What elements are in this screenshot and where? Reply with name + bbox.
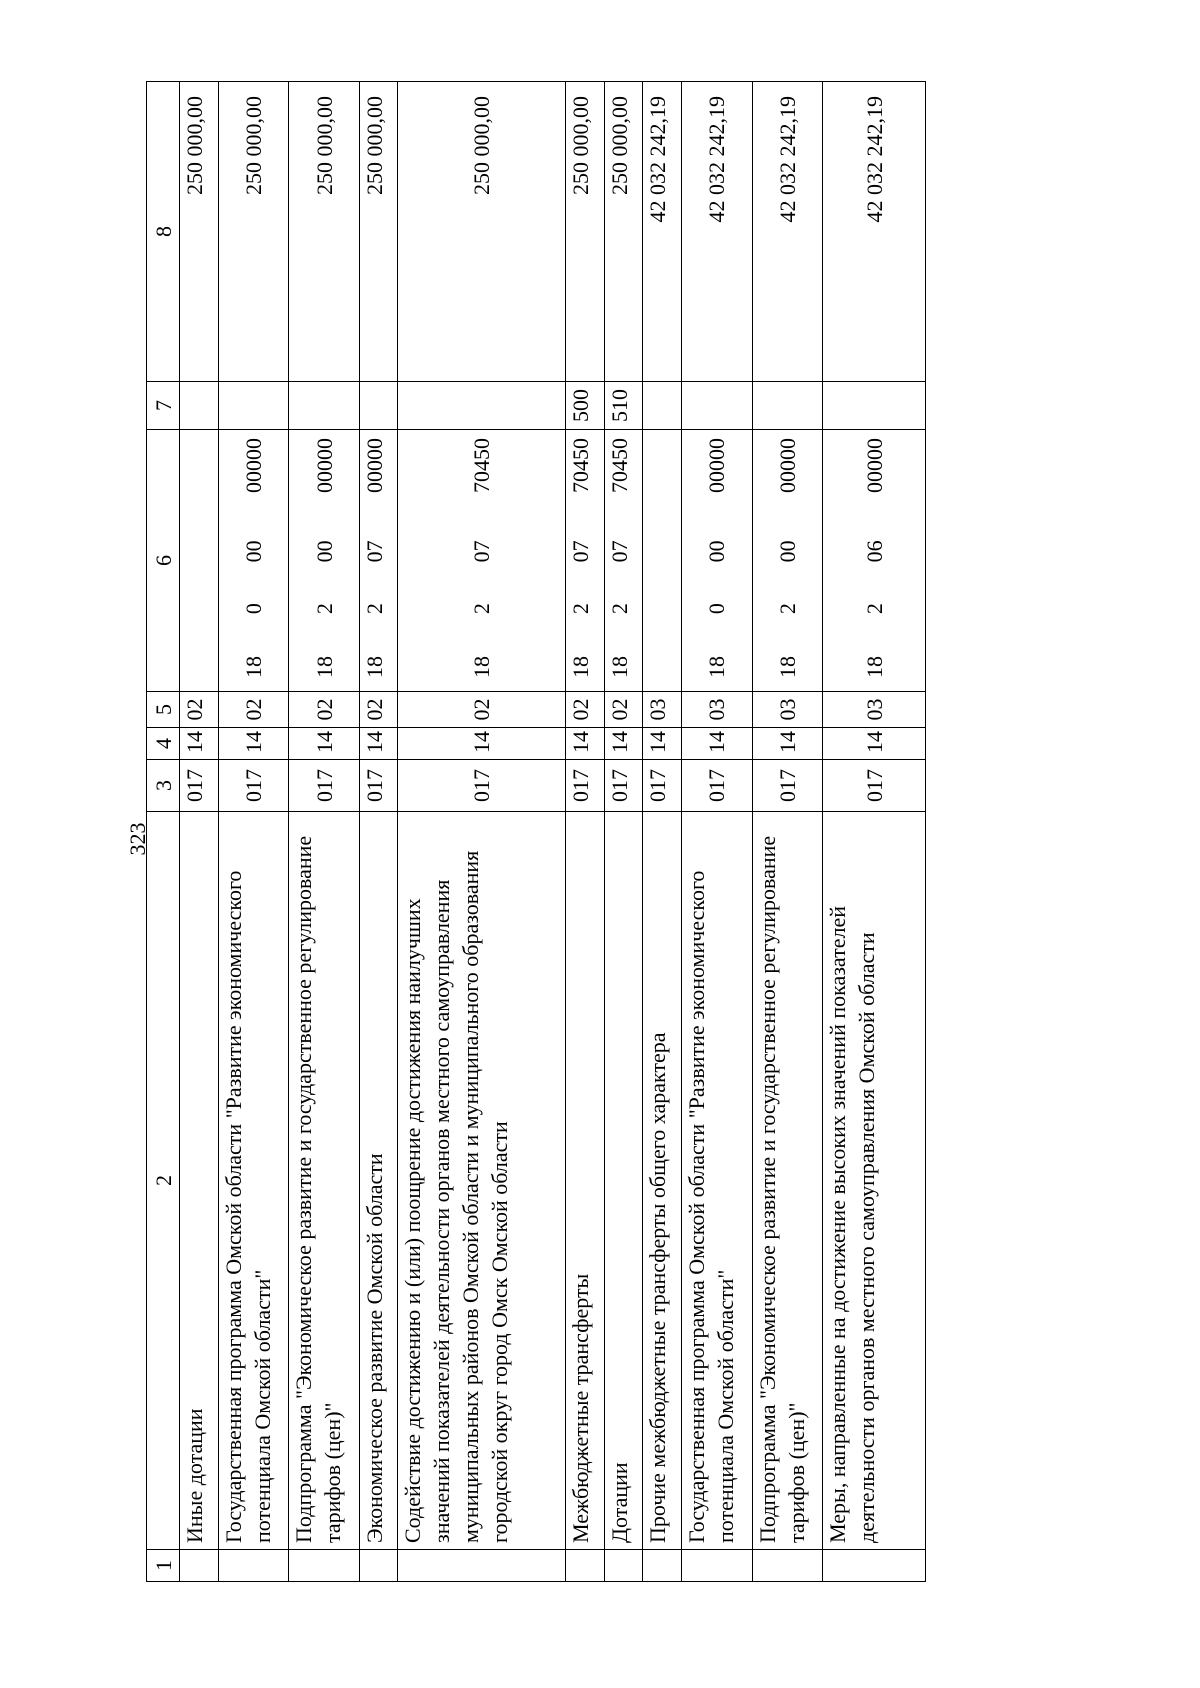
row-number-cell <box>398 1550 566 1582</box>
subsection-code-cell: 03 <box>752 692 823 728</box>
ministry-code-cell: 017 <box>398 760 566 812</box>
section-code-cell: 14 <box>604 728 643 760</box>
row-number-cell <box>643 1550 682 1582</box>
target-article-cell <box>752 430 823 692</box>
subsection-code-cell: 03 <box>643 692 682 728</box>
target-article-part: 18 <box>311 656 337 678</box>
expense-type-cell: 510 <box>604 382 643 430</box>
target-article-codes <box>773 436 802 685</box>
section-code-cell: 14 <box>681 728 752 760</box>
header-cell: 2 <box>147 812 180 1550</box>
section-code-cell: 14 <box>398 728 566 760</box>
expense-type-cell <box>359 382 398 430</box>
target-article-part: 70450 <box>469 438 495 494</box>
rotated-table-area <box>146 82 1200 1571</box>
target-article-part: 07 <box>361 540 387 563</box>
amount-cell: 250 000,00 <box>289 82 360 382</box>
target-article-part: 18 <box>568 656 594 678</box>
target-article-cell <box>604 430 643 692</box>
target-article-part: 00 <box>311 540 337 563</box>
target-article-part: 00000 <box>361 438 387 494</box>
section-code-cell: 14 <box>643 728 682 760</box>
target-article-part: 06 <box>861 540 887 563</box>
row-name-cell: Государственная программа Омской области "Развитие экономического потенциала Омской области" <box>218 812 289 1550</box>
expense-type-cell <box>752 382 823 430</box>
target-article-part: 70450 <box>568 438 594 494</box>
target-article-part: 07 <box>568 540 594 563</box>
target-article-codes <box>310 436 339 685</box>
expense-type-cell <box>643 382 682 430</box>
section-code-cell: 14 <box>566 728 605 760</box>
budget-table <box>146 81 926 1582</box>
target-article-codes <box>860 436 889 685</box>
target-article-part: 18 <box>861 656 887 678</box>
table-row <box>566 82 605 1582</box>
header-cell: 3 <box>147 760 180 812</box>
table-row <box>289 82 360 1582</box>
row-name-cell: Подпрограмма "Экономическое развитие и государственное регулирование тарифов (цен)" <box>752 812 823 1550</box>
row-number-cell <box>566 1550 605 1582</box>
table-row <box>752 82 823 1582</box>
ministry-code-cell: 017 <box>218 760 289 812</box>
target-article-part: 2 <box>774 603 800 615</box>
row-number-cell <box>823 1550 926 1582</box>
row-name-cell: Государственная программа Омской области "Развитие экономического потенциала Омской области" <box>681 812 752 1550</box>
target-article-cell <box>398 430 566 692</box>
ministry-code-cell: 017 <box>359 760 398 812</box>
table-row <box>681 82 752 1582</box>
target-article-part: 0 <box>704 603 730 615</box>
target-article-part: 2 <box>311 603 337 615</box>
amount-cell: 42 032 242,19 <box>823 82 926 382</box>
ministry-code-cell: 017 <box>604 760 643 812</box>
expense-type-cell <box>681 382 752 430</box>
table-row <box>359 82 398 1582</box>
amount-cell: 250 000,00 <box>218 82 289 382</box>
row-number-cell <box>180 1550 219 1582</box>
row-name-cell: Экономическое развитие Омской области <box>359 812 398 1550</box>
ministry-code-cell: 017 <box>566 760 605 812</box>
amount-cell: 250 000,00 <box>180 82 219 382</box>
subsection-code-cell: 02 <box>180 692 219 728</box>
target-article-part: 18 <box>240 656 266 678</box>
section-code-cell: 14 <box>823 728 926 760</box>
section-code-cell: 14 <box>359 728 398 760</box>
target-article-part: 07 <box>469 540 495 563</box>
amount-cell: 42 032 242,19 <box>643 82 682 382</box>
expense-type-cell <box>289 382 360 430</box>
amount-cell: 42 032 242,19 <box>681 82 752 382</box>
section-code-cell: 14 <box>180 728 219 760</box>
header-cell: 6 <box>147 430 180 692</box>
section-code-cell: 14 <box>752 728 823 760</box>
subsection-code-cell: 02 <box>218 692 289 728</box>
target-article-part: 18 <box>469 656 495 678</box>
target-article-part: 18 <box>774 656 800 678</box>
row-name-cell: Меры, направленные на достижение высоких значений показателей деятельности органов местного самоуправления Омской области <box>823 812 926 1550</box>
table-row <box>218 82 289 1582</box>
row-number-cell <box>604 1550 643 1582</box>
header-cell: 5 <box>147 692 180 728</box>
row-number-cell <box>289 1550 360 1582</box>
target-article-part: 18 <box>704 656 730 678</box>
target-article-codes <box>566 436 595 685</box>
row-number-cell <box>752 1550 823 1582</box>
target-article-part: 00000 <box>861 438 887 494</box>
target-article-part: 00 <box>774 540 800 563</box>
target-article-part: 2 <box>861 603 887 615</box>
ministry-code-cell: 017 <box>289 760 360 812</box>
row-number-cell <box>359 1550 398 1582</box>
subsection-code-cell: 02 <box>398 692 566 728</box>
target-article-cell <box>566 430 605 692</box>
row-name-cell: Содействие достижению и (или) поощрение достижения наилучших значений показателей деятельности органов местного самоуправления муниципальных районов Омской области и муниципального образования городской округ город Омск Омской области <box>398 812 566 1550</box>
target-article-part: 00 <box>240 540 266 563</box>
target-article-part: 2 <box>606 603 632 615</box>
subsection-code-cell: 02 <box>289 692 360 728</box>
section-code-cell: 14 <box>289 728 360 760</box>
expense-type-cell <box>180 382 219 430</box>
target-article-part: 18 <box>606 656 632 678</box>
target-article-part: 00000 <box>240 438 266 494</box>
header-cell: 4 <box>147 728 180 760</box>
target-article-cell <box>289 430 360 692</box>
amount-cell: 250 000,00 <box>359 82 398 382</box>
amount-cell: 250 000,00 <box>604 82 643 382</box>
target-article-part: 0 <box>240 603 266 615</box>
row-number-cell <box>218 1550 289 1582</box>
target-article-part: 70450 <box>606 438 632 494</box>
target-article-cell <box>180 430 219 692</box>
table-row <box>180 82 219 1582</box>
row-name-cell: Подпрограмма "Экономическое развитие и государственное регулирование тарифов (цен)" <box>289 812 360 1550</box>
target-article-part: 2 <box>469 603 495 615</box>
amount-cell: 250 000,00 <box>566 82 605 382</box>
budget-table-wrapper <box>146 82 926 1582</box>
expense-type-cell: 500 <box>566 382 605 430</box>
page-number: 323 <box>125 822 150 856</box>
target-article-codes <box>239 436 268 685</box>
amount-cell: 42 032 242,19 <box>752 82 823 382</box>
subsection-code-cell: 02 <box>359 692 398 728</box>
target-article-codes <box>605 436 634 685</box>
row-name-cell: Дотации <box>604 812 643 1550</box>
row-name-cell: Иные дотации <box>180 812 219 1550</box>
ministry-code-cell: 017 <box>180 760 219 812</box>
target-article-cell <box>359 430 398 692</box>
target-article-part: 00000 <box>774 438 800 494</box>
ministry-code-cell: 017 <box>643 760 682 812</box>
target-article-cell <box>681 430 752 692</box>
target-article-part: 00 <box>704 540 730 563</box>
target-article-cell <box>643 430 682 692</box>
target-article-part: 2 <box>568 603 594 615</box>
subsection-code-cell: 03 <box>823 692 926 728</box>
target-article-cell <box>218 430 289 692</box>
header-cell: 7 <box>147 382 180 430</box>
target-article-cell <box>823 430 926 692</box>
header-row <box>147 82 180 1582</box>
table-row <box>398 82 566 1582</box>
table-row <box>604 82 643 1582</box>
expense-type-cell <box>398 382 566 430</box>
subsection-code-cell: 03 <box>681 692 752 728</box>
ministry-code-cell: 017 <box>752 760 823 812</box>
expense-type-cell <box>823 382 926 430</box>
target-article-codes <box>360 436 389 685</box>
target-article-codes <box>467 436 496 685</box>
target-article-part: 18 <box>361 656 387 678</box>
table-row <box>643 82 682 1582</box>
amount-cell: 250 000,00 <box>398 82 566 382</box>
target-article-part: 07 <box>606 540 632 563</box>
section-code-cell: 14 <box>218 728 289 760</box>
subsection-code-cell: 02 <box>604 692 643 728</box>
target-article-part: 00000 <box>311 438 337 494</box>
ministry-code-cell: 017 <box>681 760 752 812</box>
header-cell: 1 <box>147 1550 180 1582</box>
row-name-cell: Прочие межбюджетные трансферты общего характера <box>643 812 682 1550</box>
row-name-cell: Межбюджетные трансферты <box>566 812 605 1550</box>
ministry-code-cell: 017 <box>823 760 926 812</box>
table-row <box>823 82 926 1582</box>
target-article-part: 2 <box>361 603 387 615</box>
subsection-code-cell: 02 <box>566 692 605 728</box>
row-number-cell <box>681 1550 752 1582</box>
header-cell: 8 <box>147 82 180 382</box>
target-article-codes <box>702 436 731 685</box>
expense-type-cell <box>218 382 289 430</box>
target-article-part: 00000 <box>704 438 730 494</box>
